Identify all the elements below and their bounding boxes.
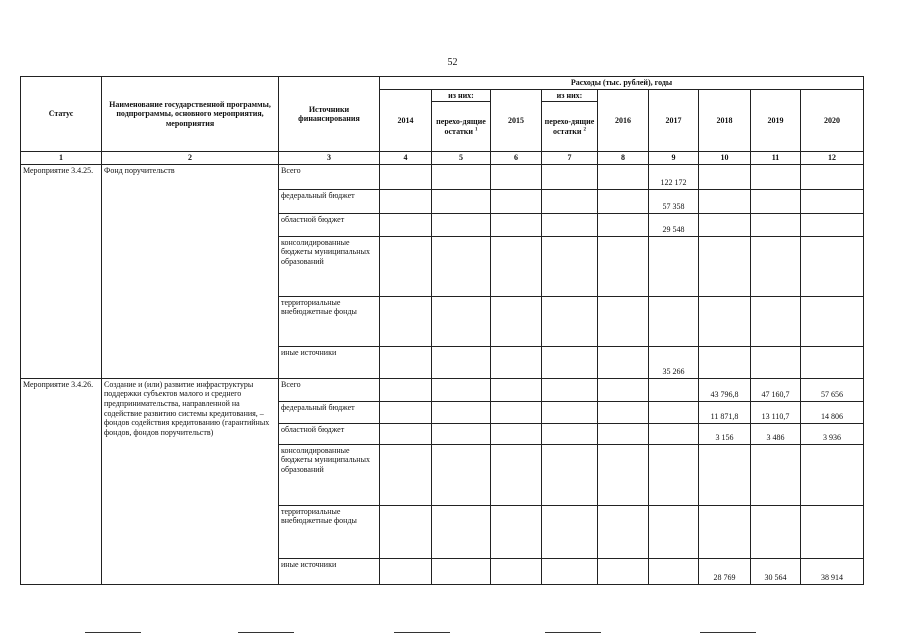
empty-cell [491,346,542,378]
empty-cell [432,189,491,213]
value-2017: 29 548 [649,213,699,236]
empty-cell [491,236,542,296]
budget-table [20,76,864,585]
value-2020 [801,189,864,213]
empty-cell [432,378,491,401]
funding-source: иные источники [279,346,380,378]
value-2017: 57 358 [649,189,699,213]
empty-cell [380,296,432,346]
value-2017: 35 266 [649,346,699,378]
empty-cell [432,401,491,423]
empty-cell [542,505,598,558]
value-2019: 47 160,7 [751,378,801,401]
value-2017 [649,423,699,444]
value-2018 [699,346,751,378]
activity-status: Мероприятие 3.4.25. [21,164,102,378]
col-num: 1 [21,152,102,165]
value-2019 [751,296,801,346]
header-2018: 2018 [699,89,751,152]
empty-cell [542,401,598,423]
empty-cell [432,296,491,346]
empty-cell [491,558,542,584]
empty-cell [542,378,598,401]
empty-cell [432,558,491,584]
col-num: 9 [649,152,699,165]
value-2019 [751,444,801,505]
value-2020 [801,164,864,189]
empty-cell [598,296,649,346]
empty-cell [432,346,491,378]
value-2019 [751,346,801,378]
value-2019 [751,236,801,296]
value-2019 [751,505,801,558]
footnote-1-mark: 1 [475,127,478,133]
empty-cell [598,236,649,296]
funding-source: территориальные внебюджетные фонды [279,505,380,558]
empty-cell [542,558,598,584]
value-2019: 3 486 [751,423,801,444]
value-2020 [801,213,864,236]
header-carryover-1 [432,102,491,152]
empty-cell [598,189,649,213]
activity-name: Создание и (или) развитие инфраструктуры поддержки субъектов малого и среднего предпринимательства, направленной на содействие развитию системы кредитования, – фондов содействия кредитованию (гарантийных фондов, фондов поручительств) [102,378,279,584]
value-2017 [649,401,699,423]
funding-source: федеральный бюджет [279,401,380,423]
column-number-row [21,152,864,165]
value-2017 [649,296,699,346]
empty-cell [491,423,542,444]
empty-cell [598,505,649,558]
empty-cell [432,213,491,236]
value-2017: 122 172 [649,164,699,189]
empty-cell [491,296,542,346]
value-2018 [699,505,751,558]
value-2018: 43 796,8 [699,378,751,401]
page-number: 52 [447,57,458,68]
empty-cell [380,164,432,189]
empty-cell [598,346,649,378]
empty-cell [380,401,432,423]
empty-cell [598,213,649,236]
value-2018 [699,444,751,505]
empty-cell [432,444,491,505]
funding-source: территориальные внебюджетные фонды [279,296,380,346]
empty-cell [598,378,649,401]
value-2019: 30 564 [751,558,801,584]
value-2019 [751,164,801,189]
empty-cell [380,189,432,213]
carryover-1-text: перехо-дящие остатки [436,117,486,136]
table-row [21,164,864,189]
empty-cell [432,164,491,189]
value-2017 [649,558,699,584]
header-name: Наименование государственной программы, подпрограммы, основного мероприятия, мероприятия [102,77,279,152]
empty-cell [380,346,432,378]
activity-name: Фонд поручительств [102,164,279,378]
empty-cell [491,444,542,505]
value-2019: 13 110,7 [751,401,801,423]
bottom-edge-lines [0,632,905,634]
empty-cell [542,346,598,378]
funding-source: федеральный бюджет [279,189,380,213]
empty-cell [598,401,649,423]
empty-cell [380,505,432,558]
value-2020: 3 936 [801,423,864,444]
col-num: 4 [380,152,432,165]
value-2020 [801,296,864,346]
header-of-them-2: из них: [542,89,598,102]
header-sources: Источники финансирования [279,77,380,152]
empty-cell [542,189,598,213]
empty-cell [542,444,598,505]
value-2018: 3 156 [699,423,751,444]
carryover-2-text: перехо-дящие остатки [544,117,595,136]
empty-cell [432,505,491,558]
value-2020 [801,236,864,296]
header-2017: 2017 [649,89,699,152]
value-2019 [751,189,801,213]
funding-source: консолидированные бюджеты муниципальных образований [279,236,380,296]
header-of-them-1: из них: [432,89,491,102]
funding-source: Всего [279,378,380,401]
value-2020 [801,444,864,505]
empty-cell [542,423,598,444]
empty-cell [598,164,649,189]
empty-cell [542,236,598,296]
header-2015: 2015 [491,89,542,152]
value-2018 [699,164,751,189]
empty-cell [380,444,432,505]
empty-cell [542,296,598,346]
value-2018 [699,213,751,236]
empty-cell [598,558,649,584]
col-num: 8 [598,152,649,165]
empty-cell [380,213,432,236]
empty-cell [598,423,649,444]
value-2020 [801,346,864,378]
table-row [21,378,864,401]
funding-source: иные источники [279,558,380,584]
header-2016: 2016 [598,89,649,152]
table-header [21,77,864,165]
footnote-2-mark: 2 [583,127,587,133]
value-2019 [751,213,801,236]
value-2018 [699,236,751,296]
empty-cell [491,401,542,423]
empty-cell [380,423,432,444]
table-body [21,164,864,584]
value-2018: 11 871,8 [699,401,751,423]
funding-source: областной бюджет [279,213,380,236]
value-2020: 14 806 [801,401,864,423]
empty-cell [432,236,491,296]
value-2020: 57 656 [801,378,864,401]
funding-source: областной бюджет [279,423,380,444]
col-num: 10 [699,152,751,165]
empty-cell [542,164,598,189]
empty-cell [491,189,542,213]
col-num: 2 [102,152,279,165]
empty-cell [491,505,542,558]
empty-cell [380,378,432,401]
value-2017 [649,505,699,558]
header-carryover-2 [542,102,598,152]
activity-status: Мероприятие 3.4.26. [21,378,102,584]
empty-cell [491,213,542,236]
empty-cell [380,558,432,584]
value-2018: 28 769 [699,558,751,584]
value-2017 [649,236,699,296]
value-2017 [649,378,699,401]
funding-source: консолидированные бюджеты муниципальных образований [279,444,380,505]
header-2019: 2019 [751,89,801,152]
empty-cell [432,423,491,444]
empty-cell [380,236,432,296]
col-num: 6 [491,152,542,165]
header-2020: 2020 [801,89,864,152]
funding-source: Всего [279,164,380,189]
header-expenses: Расходы (тыс. рублей), годы [380,77,864,90]
col-num: 5 [432,152,491,165]
empty-cell [491,378,542,401]
value-2017 [649,444,699,505]
header-2014: 2014 [380,89,432,152]
value-2018 [699,189,751,213]
empty-cell [598,444,649,505]
col-num: 11 [751,152,801,165]
col-num: 3 [279,152,380,165]
value-2020: 38 914 [801,558,864,584]
value-2018 [699,296,751,346]
col-num: 7 [542,152,598,165]
value-2020 [801,505,864,558]
header-status: Статус [21,77,102,152]
empty-cell [491,164,542,189]
empty-cell [542,213,598,236]
col-num: 12 [801,152,864,165]
